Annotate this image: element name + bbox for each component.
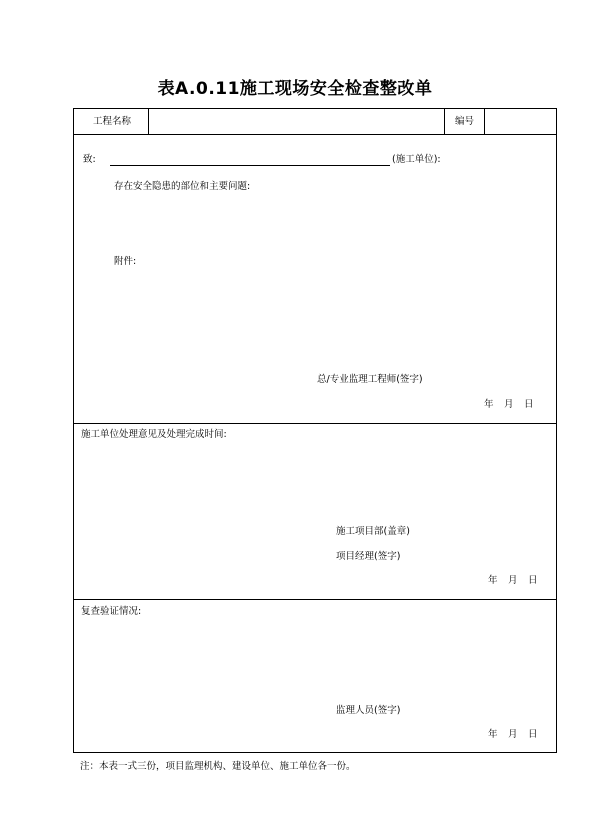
review-verification-heading: 复查验证情况: [81,606,142,617]
project-manager-signature-label: 项目经理(签字) [336,551,401,562]
section2-bottom-line [74,599,556,600]
footnote: 注：本表一式三份，项目监理机构、建设单位、施工单位各一份。 [80,761,356,772]
date-year: 年 [488,575,498,586]
date-year: 年 [484,399,494,410]
construction-unit-blank[interactable] [110,165,390,166]
project-name-label: 工程名称 [93,116,132,127]
number-label: 编号 [455,116,475,127]
contractor-response-heading: 施工单位处理意见及处理完成时间: [81,429,227,440]
header-bottom-line [74,134,556,135]
to-label: 致: [83,154,96,165]
section1-bottom-line [74,423,556,424]
problems-label: 存在安全隐患的部位和主要问题: [114,181,251,192]
supervising-engineer-signature-label: 总/专业监理工程师(签字) [317,374,423,385]
construction-unit-suffix: (施工单位): [392,154,441,165]
attachment-label: 附件: [114,256,137,267]
date-day: 日 [524,399,534,410]
project-department-seal-label: 施工项目部(盖章) [336,526,410,537]
rectification-form [73,108,557,753]
supervisor-signature-label: 监理人员(签字) [336,705,401,716]
date-month: 月 [504,399,514,410]
date-day: 日 [528,575,538,586]
header-divider-1 [148,109,149,134]
date-month: 月 [508,575,518,586]
header-divider-2 [444,109,445,134]
date-month: 月 [508,729,518,740]
header-divider-3 [484,109,485,134]
date-year: 年 [488,729,498,740]
page-title: 表A.0.11施工现场安全检查整改单 [157,79,433,99]
date-day: 日 [528,729,538,740]
